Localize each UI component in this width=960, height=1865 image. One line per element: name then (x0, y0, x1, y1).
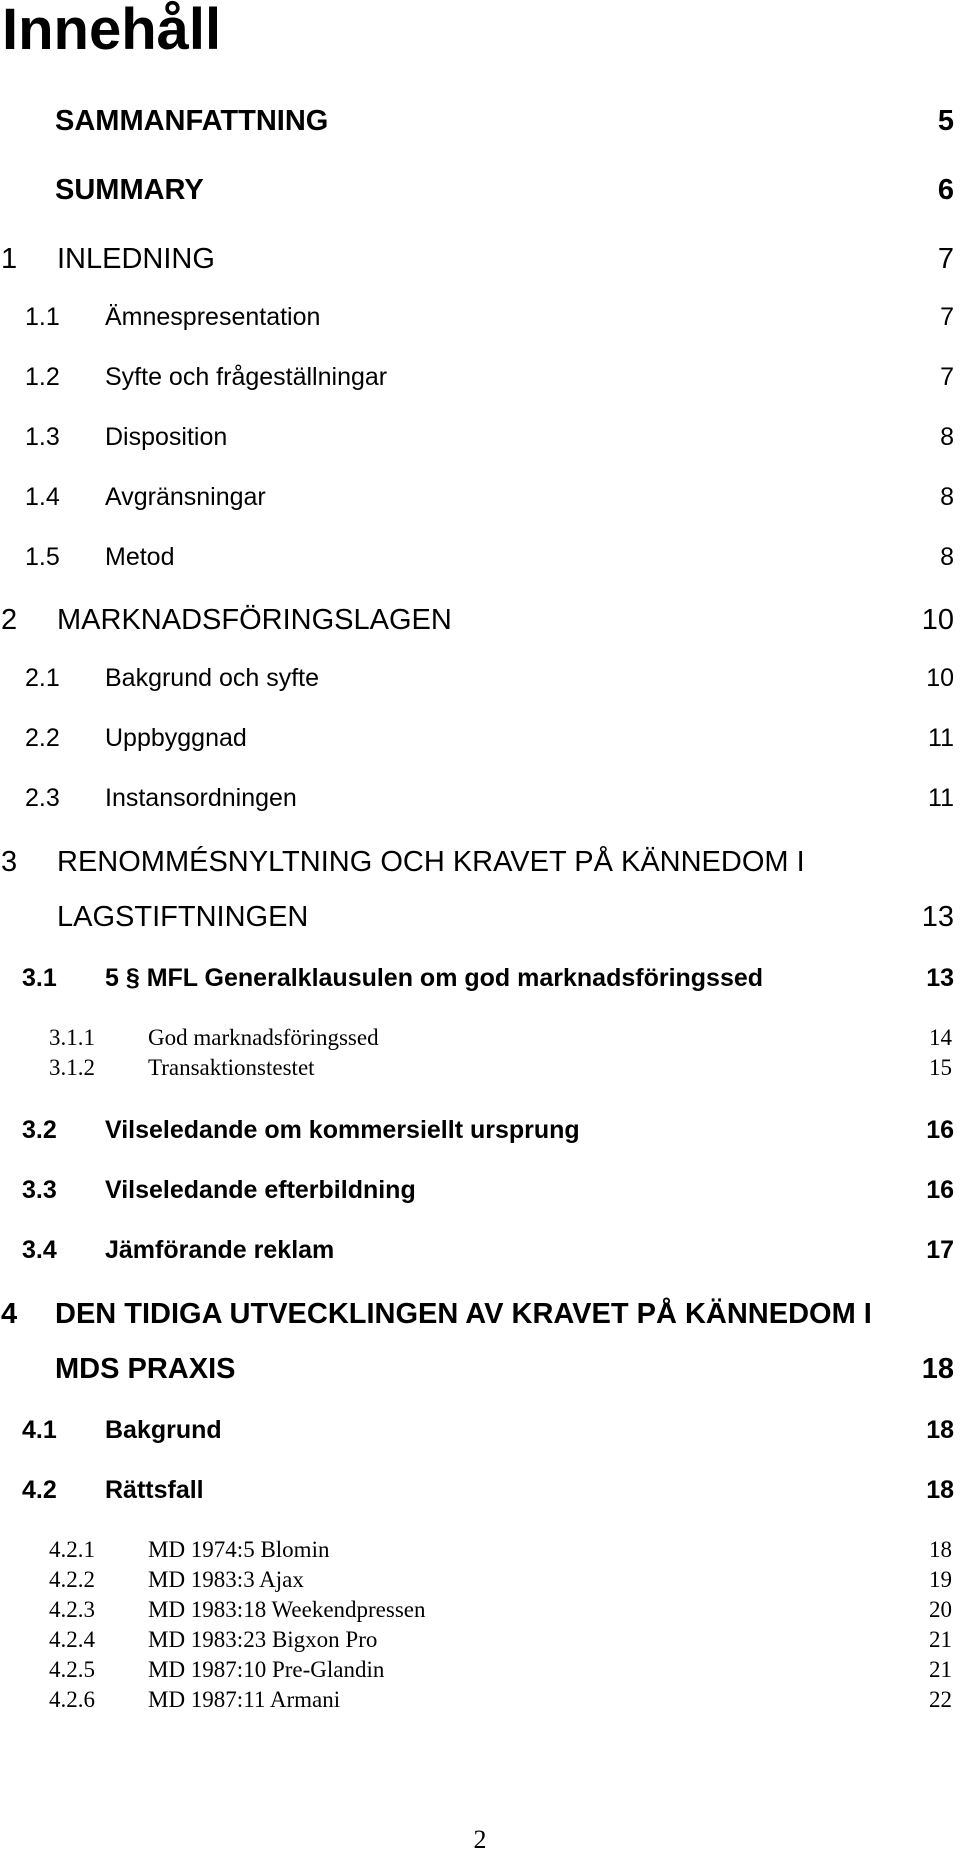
toc-entry-page: 11 (928, 784, 954, 812)
toc-entry-number: 3.2 (22, 1116, 57, 1144)
toc-entry-page: 15 (929, 1055, 952, 1080)
toc-entry-page: 11 (928, 724, 954, 752)
toc-section[interactable] (0, 422, 960, 452)
toc-entry-number: 1 (1, 243, 18, 275)
toc-section[interactable] (0, 1475, 960, 1505)
toc-chapter-3[interactable] (0, 845, 960, 879)
toc-entry-page: 13 (921, 901, 954, 933)
toc-chapter-1[interactable] (0, 242, 960, 276)
toc-section[interactable] (0, 1415, 960, 1445)
toc-entry-page: 13 (926, 964, 954, 992)
toc-entry-number: 2.3 (25, 784, 60, 812)
toc-section[interactable] (0, 663, 960, 693)
toc-entry-page: 18 (921, 1353, 954, 1385)
toc-entry-number: 1.4 (25, 483, 60, 511)
toc-entry-number: 2.2 (25, 724, 60, 752)
toc-subsection[interactable] (0, 1657, 960, 1683)
toc-entry-page: 10 (921, 604, 954, 636)
toc-section[interactable] (0, 362, 960, 392)
toc-entry-label: SAMMANFATTNING (55, 105, 329, 137)
toc-chapter-2[interactable] (0, 603, 960, 637)
toc-entry-label: MD 1983:3 Ajax (148, 1567, 304, 1592)
toc-subsection[interactable] (0, 1597, 960, 1623)
toc-section[interactable] (0, 963, 960, 993)
toc-entry-number: 4.2.2 (49, 1567, 95, 1592)
toc-entry-label: Vilseledande om kommersiellt ursprung (105, 1116, 580, 1144)
toc-entry-number: 4.2.6 (49, 1687, 95, 1712)
toc-subsection[interactable] (0, 1537, 960, 1563)
toc-entry-label: MD 1987:11 Armani (148, 1687, 341, 1712)
toc-chapter-4[interactable] (0, 1297, 960, 1331)
toc-entry-label: Bakgrund och syfte (105, 664, 320, 692)
toc-entry-page: 8 (940, 423, 954, 451)
toc-entry-number: 4.1 (22, 1416, 57, 1444)
toc-section[interactable] (0, 723, 960, 753)
toc-entry-label: Vilseledande efterbildning (105, 1176, 416, 1204)
toc-entry-number: 3 (1, 846, 18, 878)
toc-chapter-3-continued[interactable] (0, 900, 960, 934)
toc-entry-label: MDS PRAXIS (55, 1353, 236, 1385)
toc-entry-page: 21 (929, 1657, 952, 1682)
toc-subsection[interactable] (0, 1687, 960, 1713)
footer-page-number: 2 (473, 1825, 487, 1854)
toc-entry-label: God marknadsföringssed (148, 1025, 379, 1050)
toc-entry-number: 1.1 (25, 303, 60, 331)
toc-entry-number: 4.2.4 (49, 1627, 95, 1652)
toc-entry-number: 2 (1, 604, 18, 636)
toc-entry-label: SUMMARY (55, 174, 204, 206)
toc-chapter-4-continued[interactable] (0, 1352, 960, 1386)
toc-entry-number: 1.2 (25, 363, 60, 391)
toc-entry-label: Metod (105, 543, 175, 571)
toc-entry-label: 5 § MFL Generalklausulen om god marknadsföringssed (105, 964, 764, 992)
toc-entry-number: 1.5 (25, 543, 60, 571)
toc-section[interactable] (0, 783, 960, 813)
toc-entry-number: 3.4 (22, 1236, 57, 1264)
toc-entry-page: 10 (926, 664, 954, 692)
toc-entry-page: 8 (940, 543, 954, 571)
toc-section[interactable] (0, 542, 960, 572)
toc-entry-number: 3.1.2 (49, 1055, 95, 1080)
toc-entry-sammanfattning[interactable] (0, 104, 960, 138)
toc-subsection[interactable] (0, 1055, 960, 1081)
toc-entry-page: 18 (926, 1416, 954, 1444)
toc-entry-page: 16 (926, 1176, 954, 1204)
toc-section[interactable] (0, 302, 960, 332)
toc-entry-label: DEN TIDIGA UTVECKLINGEN AV KRAVET PÅ KÄNNEDOM I (55, 1298, 872, 1330)
toc-entry-page: 7 (937, 243, 954, 275)
toc-entry-number: 2.1 (25, 664, 60, 692)
toc-entry-page: 5 (937, 105, 954, 137)
toc-entry-number: 4.2.5 (49, 1657, 95, 1682)
toc-entry-label: MARKNADSFÖRINGSLAGEN (57, 604, 452, 636)
toc-entry-page: 7 (940, 363, 954, 391)
toc-entry-summary[interactable] (0, 173, 960, 207)
toc-entry-label: LAGSTIFTNINGEN (57, 901, 309, 933)
toc-subsection[interactable] (0, 1567, 960, 1593)
toc-entry-label: MD 1983:18 Weekendpressen (148, 1597, 426, 1622)
toc-entry-page: 17 (926, 1236, 954, 1264)
toc-entry-label: Bakgrund (105, 1416, 222, 1444)
toc-entry-number: 4.2.3 (49, 1597, 95, 1622)
toc-entry-page: 18 (926, 1476, 954, 1504)
toc-entry-page: 7 (940, 303, 954, 331)
page-title: Innehåll (2, 0, 222, 62)
toc-entry-label: MD 1974:5 Blomin (148, 1537, 330, 1562)
toc-entry-page: 16 (926, 1116, 954, 1144)
toc-entry-page: 22 (929, 1687, 952, 1712)
toc-entry-label: RENOMMÉSNYLTNING OCH KRAVET PÅ KÄNNEDOM I (57, 846, 805, 878)
toc-entry-number: 4.2.1 (49, 1537, 95, 1562)
toc-entry-label: Avgränsningar (105, 483, 266, 511)
toc-entry-label: Rättsfall (105, 1476, 204, 1504)
toc-entry-label: Disposition (105, 423, 228, 451)
toc-entry-page: 19 (929, 1567, 952, 1592)
toc-entry-label: Instansordningen (105, 784, 297, 812)
toc-subsection[interactable] (0, 1025, 960, 1051)
toc-entry-page: 20 (929, 1597, 952, 1622)
toc-entry-number: 3.1 (22, 964, 57, 992)
toc-subsection[interactable] (0, 1627, 960, 1653)
toc-section[interactable] (0, 1115, 960, 1145)
toc-entry-page: 6 (937, 174, 954, 206)
toc-entry-number: 1.3 (25, 423, 60, 451)
toc-section[interactable] (0, 1235, 960, 1265)
toc-entry-number: 3.1.1 (49, 1025, 95, 1050)
toc-entry-label: MD 1987:10 Pre-Glandin (148, 1657, 385, 1682)
toc-entry-page: 21 (929, 1627, 952, 1652)
toc-entry-page: 8 (940, 483, 954, 511)
toc-entry-label: INLEDNING (57, 243, 215, 275)
toc-entry-number: 4.2 (22, 1476, 57, 1504)
toc-entry-label: Ämnespresentation (105, 303, 321, 331)
toc-entry-label: Syfte och frågeställningar (105, 363, 388, 391)
toc-entry-label: Uppbyggnad (105, 724, 247, 752)
toc-entry-number: 4 (1, 1298, 18, 1330)
toc-entry-number: 3.3 (22, 1176, 57, 1204)
toc-entry-label: MD 1983:23 Bigxon Pro (148, 1627, 378, 1652)
toc-entry-label: Transaktionstestet (148, 1055, 315, 1080)
toc-section[interactable] (0, 1175, 960, 1205)
toc-entry-label: Jämförande reklam (105, 1236, 335, 1264)
toc-section[interactable] (0, 482, 960, 512)
toc-entry-page: 18 (929, 1537, 952, 1562)
toc-entry-page: 14 (929, 1025, 952, 1050)
